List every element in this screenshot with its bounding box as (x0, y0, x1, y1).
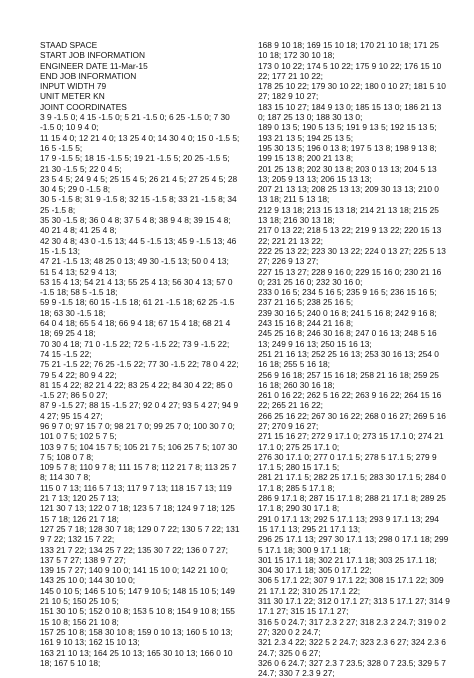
text-line: INPUT WIDTH 79 (40, 81, 107, 92)
text-line: 59 9 -1.5 18; 60 15 -1.5 18; 61 21 -1.5 18; 62 25 -1.5 18; 63 30 -1.5 18; (40, 297, 235, 318)
text-line: 301 15 17.1 18; 302 21 17.1 18; 303 25 17.1 18; 304 30 17.1 18; 305 0 17.1 22; (258, 554, 437, 576)
text-line: 53 15 4 13; 54 21 4 13; 55 25 4 13; 56 30 4 13; 57 0 -1.5 18; 58 5 -1.5 18; (40, 276, 233, 298)
text-line: 127 25 7 18; 128 30 7 18; 129 0 7 22; 130 5 7 22; 131 9 7 22; 132 15 7 22; (40, 523, 240, 545)
text-line: 239 30 16 5; 240 0 16 8; 241 5 16 8; 242 9 16 8; 243 15 16 8; 244 21 16 8; (258, 307, 437, 329)
text-line: 271 15 16 27; 272 9 17.1 0; 273 15 17.1 0; 274 21 17.1 0; 275 25 17.1 0; (258, 431, 444, 452)
text-line: 222 25 13 22; 223 30 13 22; 224 0 13 27; 225 5 13 27; 226 9 13 27; (258, 245, 446, 267)
text-line: 306 5 17.1 22; 307 9 17.1 22; 308 15 17.1 22; 309 21 17.1 22; 310 25 17.1 22; (258, 575, 444, 596)
text-line: 178 25 10 22; 179 30 10 22; 180 0 10 27; 181 5 10 27; 182 9 10 27; (258, 81, 446, 102)
text-line: 281 21 17.1 5; 282 25 17.1 5; 283 30 17.1 5; 284 0 17.1 8; 285 5 17.1 8; (258, 472, 446, 493)
text-line: 261 0 16 22; 262 5 16 22; 263 9 16 22; 264 15 16 22; 265 21 16 22; (258, 390, 442, 411)
text-line: 151 30 10 5; 152 0 10 8; 153 5 10 8; 154 9 10 8; 155 15 10 8; 156 21 10 8; (40, 606, 235, 627)
text-line: 291 0 17.1 13; 292 5 17.1 13; 293 9 17.1 13; 294 15 17.1 13; 295 21 17.1 13; (258, 513, 439, 534)
text-line: 233 0 16 5; 234 5 16 5; 235 9 16 5; 236 15 16 5; 237 21 16 5; 238 25 16 5; (258, 287, 437, 308)
text-line: 47 21 -1.5 13; 48 25 0 13; 49 30 -1.5 13; 50 0 4 13; 51 5 4 13; 52 9 4 13; (40, 256, 229, 277)
text-line: 321 2.3 4 22; 322 5 2 24.7; 323 2.3 6 27; 324 2.3 6 24.7; 325 0 6 27; (258, 637, 446, 658)
text-line: 145 0 10 5; 146 5 10 5; 147 9 10 5; 148 15 10 5; 149 21 10 5; 150 25 10 5; (40, 585, 235, 607)
text-line: 183 15 10 27; 184 9 13 0; 185 15 13 0; 186 21 13 0; 187 25 13 0; 188 30 13 0; (258, 101, 442, 123)
text-line: 81 15 4 22; 82 21 4 22; 83 25 4 22; 84 30 4 22; 85 0 -1.5 27; 86 5 0 27; (40, 379, 233, 401)
text-line: 157 25 10 8; 158 30 10 8; 159 0 10 13; 160 5 10 13; 161 9 10 13; 162 15 10 13; (40, 626, 233, 648)
text-line: 163 21 10 13; 164 25 10 13; 165 30 10 13; 166 0 10 18; 167 5 10 18; (40, 647, 233, 668)
text-line: 245 25 16 8; 246 30 16 8; 247 0 16 13; 248 5 16 13; 249 9 16 13; 250 15 16 13; (258, 328, 437, 349)
text-line: 326 0 6 24.7; 327 2.3 7 23.5; 328 0 7 23.5; 329 5 7 24.7; 330 7 2.3 9 27; (258, 657, 446, 678)
text-line: 3 9 -1.5 0; 4 15 -1.5 0; 5 21 -1.5 0; 6 25 -1.5 0; 7 30 -1.5 0; 10 9 4 0; (40, 112, 230, 133)
text-line: 139 15 7 27; 140 9 10 0; 141 15 10 0; 142 21 10 0; 143 25 10 0; 144 30 10 0; (40, 565, 228, 586)
text-line: 17 9 -1.5 5; 18 15 -1.5 5; 19 21 -1.5 5; 20 25 -1.5 5; 21 30 -1.5 5; 22 0 4 5; (40, 153, 230, 174)
text-line: END JOB INFORMATION (40, 70, 137, 81)
text-line: 311 30 17.1 22; 312 0 17.1 27; 313 5 17.1 27; 314 9 17.1 27; 315 15 17.1 27; (258, 596, 450, 617)
text-line: JOINT COORDINATES (40, 101, 127, 112)
text-line: 195 30 13 5; 196 0 13 8; 197 5 13 8; 198 9 13 8; 199 15 13 8; 200 21 13 8; (258, 142, 437, 164)
text-line: 103 9 7 5; 104 15 7 5; 105 21 7 5; 106 25 7 5; 107 30 7 5; 108 0 7 8; (40, 441, 238, 462)
text-line: 256 9 16 18; 257 15 16 18; 258 21 16 18; 259 25 16 18; 260 30 16 18; (258, 369, 439, 390)
text-line: 189 0 13 5; 190 5 13 5; 191 9 13 5; 192 15 13 5; 193 21 13 5; 194 25 13 5; (258, 122, 437, 143)
text-line: 30 5 -1.5 8; 31 9 -1.5 8; 32 15 -1.5 8; 33 21 -1.5 8; 34 25 -1.5 8; (40, 194, 237, 215)
text-line: ENGINEER DATE 11-Mar-15 (40, 60, 148, 71)
text-line: 42 30 4 8; 43 0 -1.5 13; 44 5 -1.5 13; 45 9 -1.5 13; 46 15 -1.5 13; (40, 235, 237, 256)
text-line: 173 0 10 22; 174 5 10 22; 175 9 10 22; 176 15 10 22; 177 21 10 22; (258, 60, 442, 81)
text-line: 96 9 7 0; 97 15 7 0; 98 21 7 0; 99 25 7 0; 100 30 7 0; 101 0 7 5; 102 5 7 5; (40, 420, 235, 442)
text-line: 35 30 -1.5 8; 36 0 4 8; 37 5 4 8; 38 9 4 8; 39 15 4 8; 40 21 4 8; 41 25 4 8; (40, 215, 231, 236)
staad-input-left-column (40, 40, 240, 668)
text-line: 109 5 7 8; 110 9 7 8; 111 15 7 8; 112 21 7 8; 113 25 7 8; 114 30 7 8; (40, 462, 237, 483)
text-line: 212 9 13 18; 213 15 13 18; 214 21 13 18; 215 25 13 18; 216 30 13 18; (258, 204, 439, 226)
text-line: UNIT METER KN (40, 91, 105, 102)
text-line: 251 21 16 13; 252 25 16 13; 253 30 16 13; 254 0 16 18; 255 5 16 18; (258, 348, 439, 370)
text-line: 217 0 13 22; 218 5 13 22; 219 9 13 22; 220 15 13 22; 221 21 13 22; (258, 225, 442, 246)
text-line: 64 0 4 18; 65 5 4 18; 66 9 4 18; 67 15 4 18; 68 21 4 18; 69 25 4 18; (40, 318, 231, 339)
staad-input-right-column (258, 40, 450, 678)
text-line: 11 15 4 0; 12 21 4 0; 13 25 4 0; 14 30 4 0; 15 0 -1.5 5; 16 5 -1.5 5; (40, 132, 240, 153)
text-line: 286 9 17.1 8; 287 15 17.1 8; 288 21 17.1 8; 289 25 17.1 8; 290 30 17.1 8; (258, 493, 446, 514)
text-line: START JOB INFORMATION (40, 50, 146, 61)
text-line: 316 5 0 24.7; 317 2.3 2 27; 318 2.3 2 24.7; 319 0 2 27; 320 0 2 24.7; (258, 616, 446, 637)
text-line: 121 30 7 13; 122 0 7 18; 123 5 7 18; 124 9 7 18; 125 15 7 18; 126 21 7 18; (40, 503, 235, 524)
text-line: 23 5 4 5; 24 9 4 5; 25 15 4 5; 26 21 4 5; 27 25 4 5; 28 30 4 5; 29 0 -1.5 8; (40, 173, 238, 195)
text-line: 201 25 13 8; 202 30 13 8; 203 0 13 13; 204 5 13 13; 205 9 13 13; 206 15 13 13; (258, 163, 437, 184)
text-line: 87 9 -1.5 27; 88 15 -1.5 27; 92 0 4 27; 93 5 4 27; 94 9 4 27; 95 15 4 27; (40, 400, 239, 421)
text-line: 70 30 4 18; 71 0 -1.5 22; 72 5 -1.5 22; 73 9 -1.5 22; 74 15 -1.5 22; (40, 338, 230, 359)
text-line: 266 25 16 22; 267 30 16 22; 268 0 16 27; 269 5 16 27; 270 9 16 27; (258, 410, 446, 431)
text-line: 115 0 7 13; 116 5 7 13; 117 9 7 13; 118 15 7 13; 119 21 7 13; 120 25 7 13; (40, 482, 232, 504)
text-line: 168 9 10 18; 169 15 10 18; 170 21 10 18; 171 25 10 18; 172 30 10 18; (258, 40, 439, 61)
text-line: 133 21 7 22; 134 25 7 22; 135 30 7 22; 136 0 7 27; 137 5 7 27; 138 9 7 27; (40, 544, 228, 565)
text-line: 75 21 -1.5 22; 76 25 -1.5 22; 77 30 -1.5 22; 78 0 4 22; 79 5 4 22; 80 9 4 22; (40, 359, 239, 380)
text-line: 227 15 13 27; 228 9 16 0; 229 15 16 0; 230 21 16 0; 231 25 16 0; 232 30 16 0; (258, 266, 442, 287)
text-line: 207 21 13 13; 208 25 13 13; 209 30 13 13; 210 0 13 18; 211 5 13 18; (258, 184, 439, 205)
text-line: 296 25 17.1 13; 297 30 17.1 13; 298 0 17.1 18; 299 5 17.1 18; 300 9 17.1 18; (258, 534, 449, 555)
text-line: 276 30 17.1 0; 277 0 17.1 5; 278 5 17.1 5; 279 9 17.1 5; 280 15 17.1 5; (258, 451, 437, 473)
text-line: STAAD SPACE (40, 40, 98, 50)
